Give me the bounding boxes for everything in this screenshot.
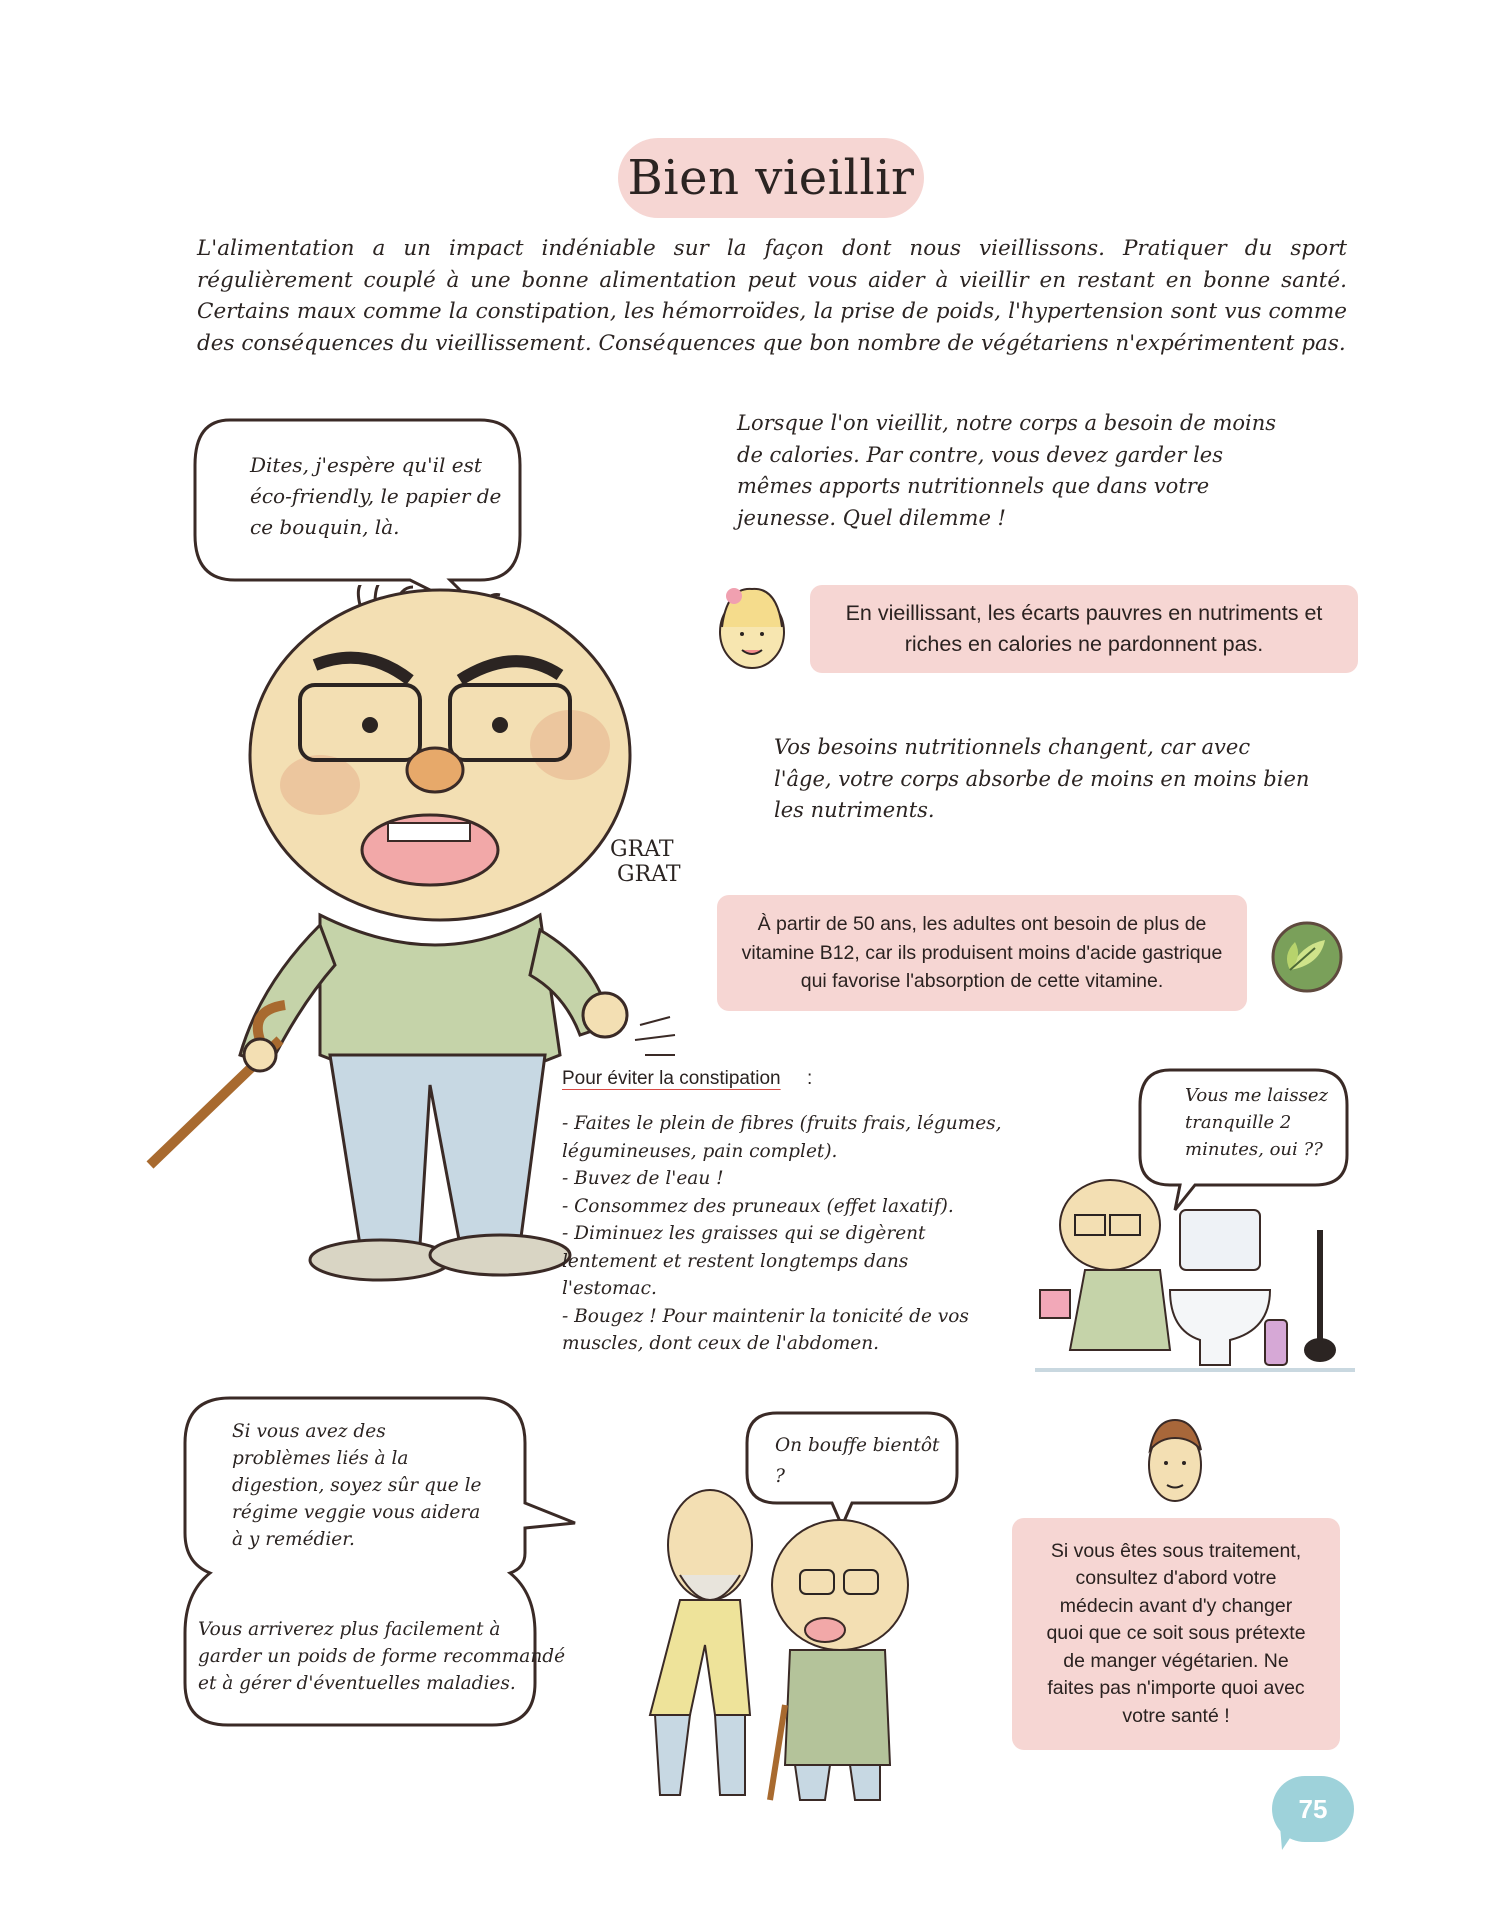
bubble-digestion-text: Si vous avez des problèmes liés à la digestion, soyez sûr que le régime veggie vous aidera à y remédier. [232,1421,482,1550]
list-item: - Faites le plein de fibres (fruits frais, légumes, légumineuses, pain complet). [562,1113,1002,1162]
bubble-poids-text: Vous arriverez plus facilement à garder un poids de forme recommandé et à gérer d'éventuelles maladies. [198,1619,566,1694]
page-number: 75 [1298,1793,1328,1824]
page-title [618,138,924,218]
tip-box-b12 [717,895,1247,1011]
sfx-grat-1: GRAT [610,837,674,862]
bubble-toilet-text: Vous me laissez tranquille 2 minutes, oui ?? [1185,1085,1329,1160]
sfx-grat-2: GRAT [617,862,681,887]
tip-box-ecarts [810,585,1358,673]
page-title-text: Bien vieillir [627,150,915,206]
girl-face-icon [712,582,792,672]
man-face-icon [1140,1415,1210,1510]
constipation-title: Pour éviter la constipation [562,1068,781,1089]
paragraph-besoins: Vos besoins nutritionnels changent, car avec l'âge, votre corps absorbe de moins en moins bien les nutriments. [774,735,1310,822]
tip-ecarts-text: En vieillissant, les écarts pauvres en nutriments et riches en calories ne pardonnent pas. [845,601,1323,656]
two-elderly-men-illustration [620,1465,940,1810]
intro-paragraph: L'alimentation a un impact indéniable sur la façon dont nous vieillissons. Pratiquer du sport régulièrement couplé à une bonne alimentation peut vous aider à vieillir en restant en bonne santé. Certains maux comme la constipation, les hémorroïdes, la prise de poids, l'hypertension sont vus comme des conséquences du vieillissement. Conséquences que bon nombre de végétariens n'expérimentent pas. [197,236,1347,356]
list-item: - Consommez des pruneaux (effet laxatif). [562,1195,954,1217]
list-item: - Diminuez les graisses qui se digèrent lentement et restent longtemps dans l'estomac. [562,1223,926,1299]
tip-b12-text: À partir de 50 ans, les adultes ont besoin de plus de vitamine B12, car ils produisent moins d'acide gastrique qui favorise l'absorption de cette vitamine. [741,913,1223,993]
page-badge-tail [1278,1826,1302,1852]
bubble-top-left-text: Dites, j'espère qu'il est éco-friendly, le papier de ce bouquin, là. [250,453,502,539]
bubble-bouffe-text: On bouffe bientôt ? [775,1435,940,1487]
tip-traitement-text: Si vous êtes sous traitement, consultez d'abord votre médecin avant d'y changer quoi que ce soit sous prétexte de manger végétarien. Ne faites pas n'importe quoi avec votre santé ! [1046,1539,1306,1727]
constipation-list [562,1110,1002,1358]
list-item: - Buvez de l'eau ! [562,1168,724,1189]
toilet-scene-illustration [1030,1170,1360,1380]
constipation-title-colon: : [807,1068,813,1089]
leaf-icon [1270,920,1344,994]
tip-box-traitement [1012,1518,1340,1750]
paragraph-calories: Lorsque l'on vieillit, notre corps a besoin de moins de calories. Par contre, vous devez garder les mêmes apports nutritionnels que dans votre jeunesse. Quel dilemme ! [737,411,1277,530]
list-item: - Bougez ! Pour maintenir la tonicité de vos muscles, dont ceux de l'abdomen. [562,1305,969,1354]
